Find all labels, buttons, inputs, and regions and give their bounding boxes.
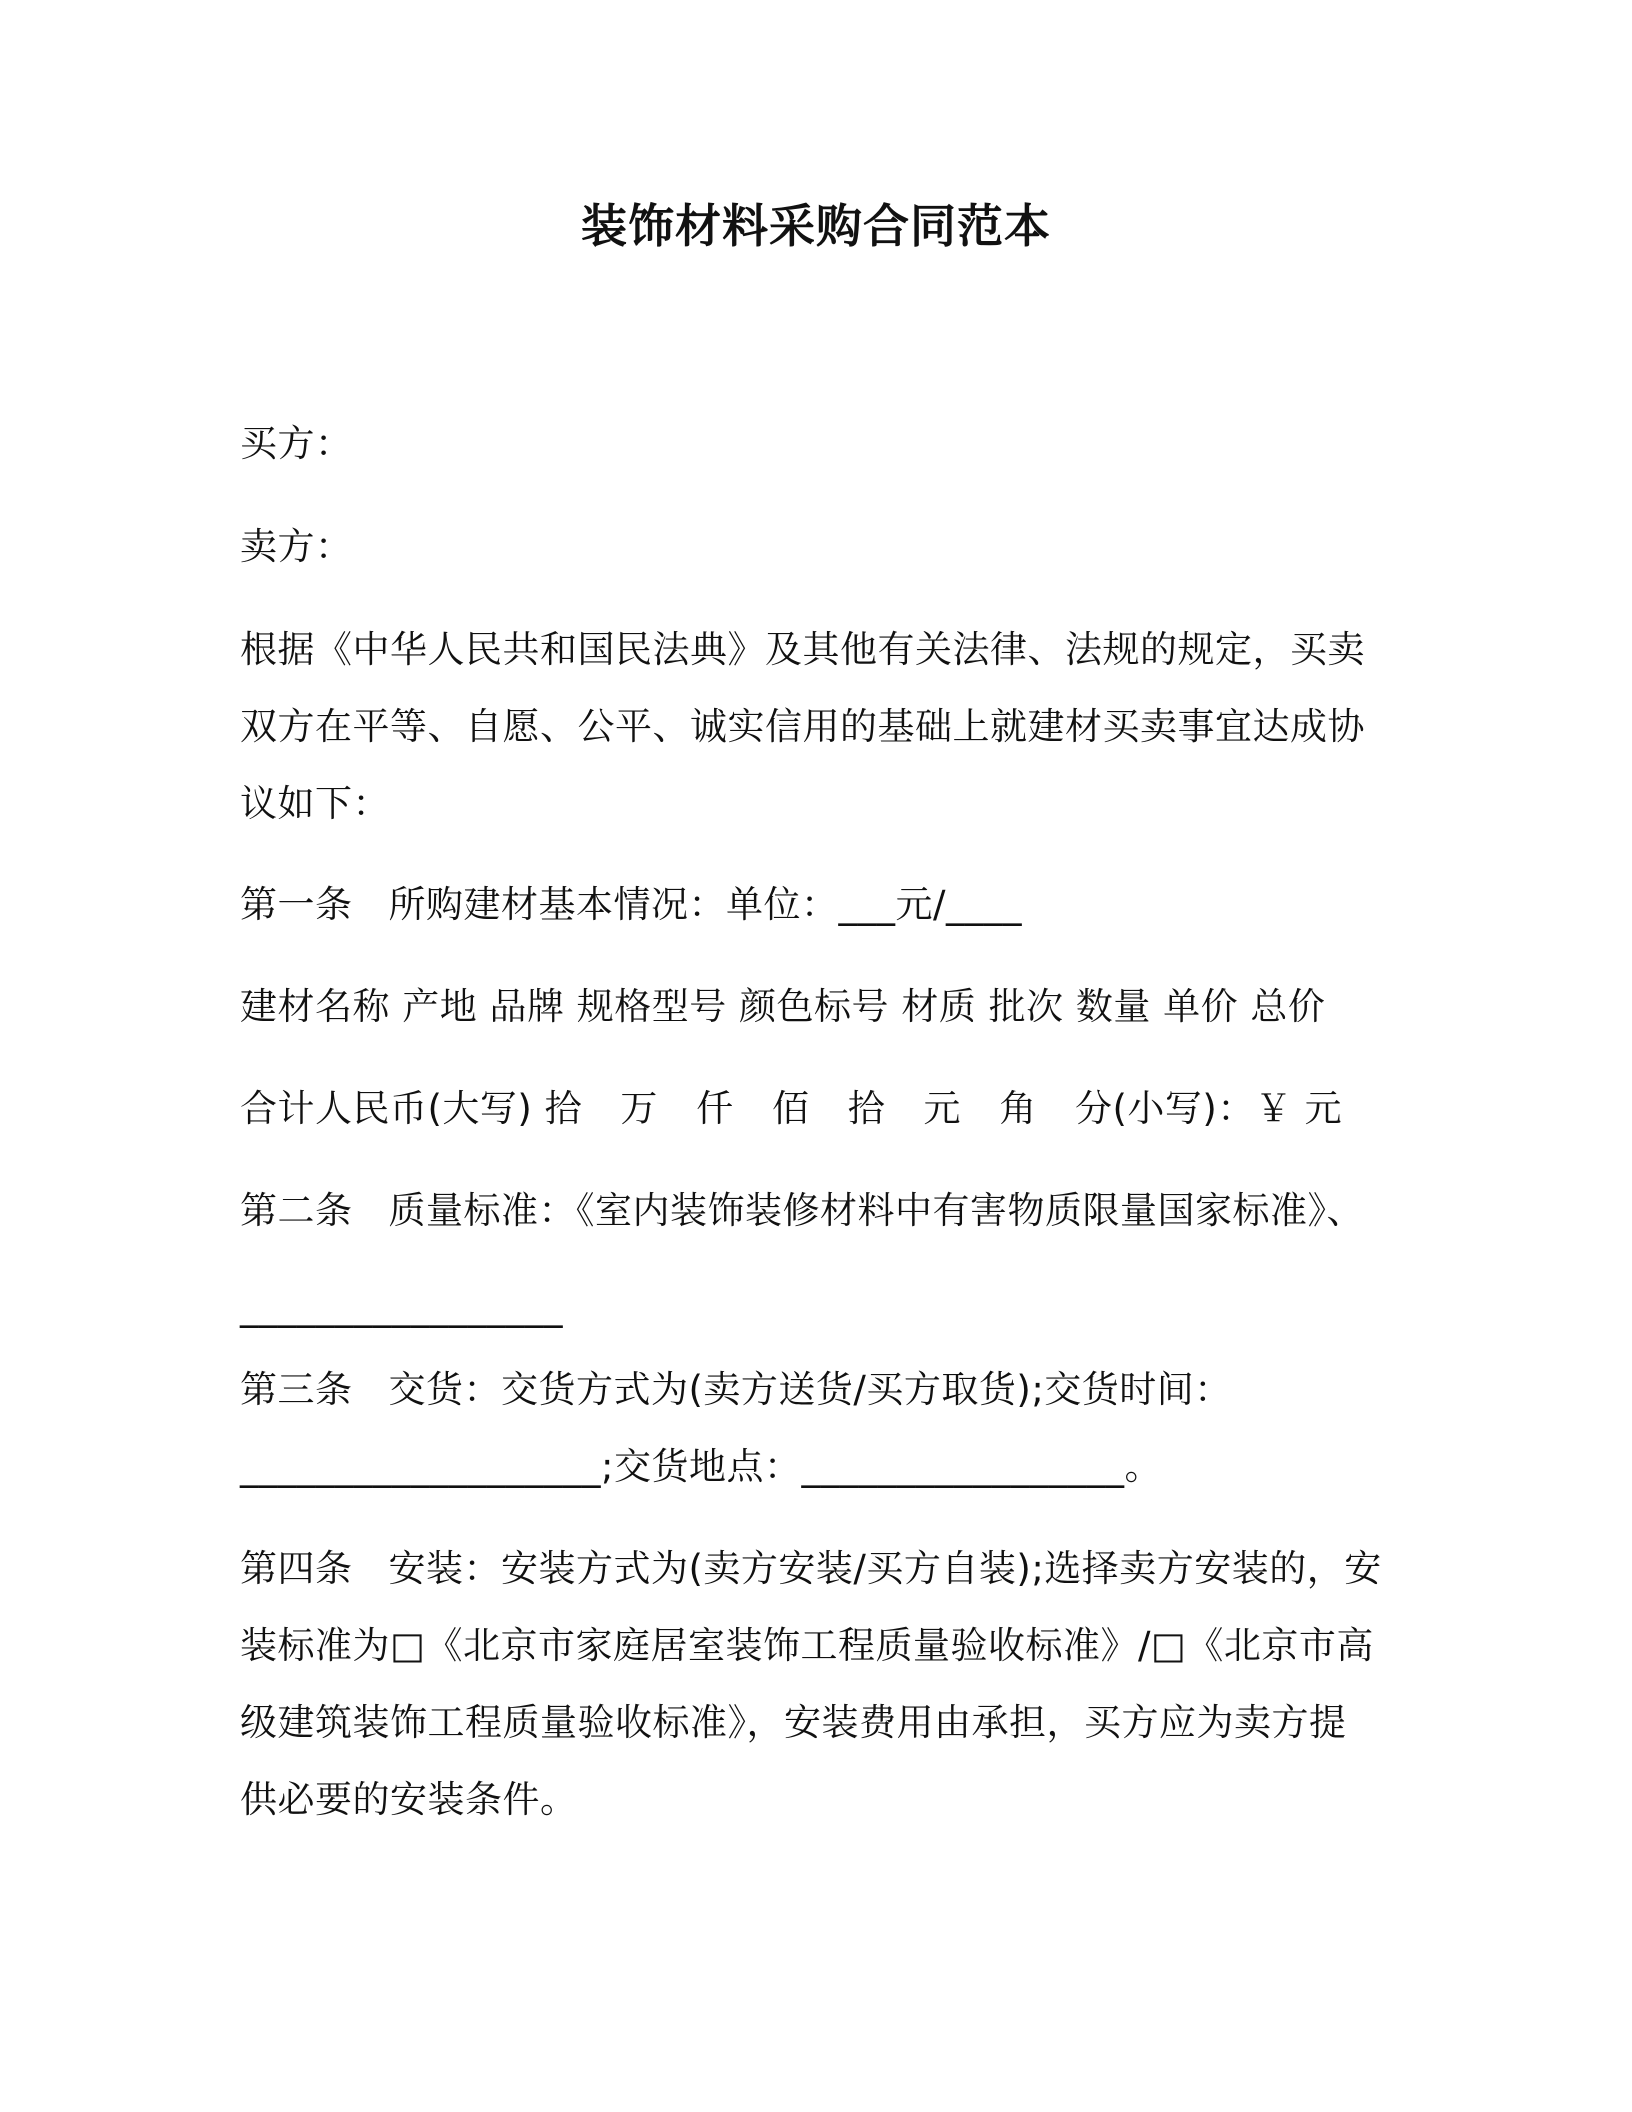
article-1-heading: 第一条 xyxy=(240,883,353,926)
article-3-heading: 第三条 xyxy=(240,1368,353,1411)
article-1-text: 所购建材基本情况：单位：___元/____ xyxy=(388,883,1022,926)
unit-wan: 万 xyxy=(620,1087,658,1130)
column-spec: 规格型号 xyxy=(576,985,727,1028)
intro-line-3: 议如下： xyxy=(240,782,390,825)
article-4-line-3: 级建筑装饰工程质量验收标准》，安装费用由承担，买方应为卖方提 xyxy=(240,1701,1347,1744)
intro-line-2: 双方在平等、自愿、公平、诚实信用的基础上就建材买卖事宜达成协 xyxy=(240,705,1365,748)
unit-yuan: 元 xyxy=(923,1087,961,1130)
total-prefix: 合计人民币(大写) xyxy=(240,1087,533,1130)
column-unit-price: 单价 xyxy=(1163,985,1239,1028)
buyer-label: 买方： xyxy=(240,422,353,465)
article-2 xyxy=(240,1187,1364,1235)
unit-shi-2: 拾 xyxy=(847,1087,886,1130)
unit-qian: 仟 xyxy=(696,1087,734,1130)
seller-label: 卖方： xyxy=(240,525,353,568)
material-columns xyxy=(240,983,1325,1031)
total-suffix: 分(小写)：￥ 元 xyxy=(1075,1087,1343,1130)
column-material: 材质 xyxy=(901,985,977,1028)
article-4-line-2: 装标准为□《北京市家庭居室装饰工程质量验收标准》/□《北京市高 xyxy=(240,1624,1374,1667)
column-color: 颜色标号 xyxy=(739,985,890,1028)
unit-jiao: 角 xyxy=(999,1087,1037,1130)
column-brand: 品牌 xyxy=(489,985,565,1028)
column-total: 总价 xyxy=(1250,985,1326,1028)
article-2-blank: _________________ xyxy=(240,1285,563,1328)
article-1 xyxy=(240,881,1022,929)
article-4 xyxy=(240,1545,1382,1593)
column-batch: 批次 xyxy=(988,985,1064,1028)
page-title: 装饰材料采购合同范本 xyxy=(581,199,1051,253)
article-2-text: 质量标准：《室内装饰装修材料中有害物质限量国家标准》、 xyxy=(388,1189,1364,1232)
total-line xyxy=(240,1085,1342,1133)
article-3 xyxy=(240,1366,1232,1414)
intro-line-1: 根据《中华人民共和国民法典》及其他有关法律、法规的规定，买卖 xyxy=(240,628,1365,671)
article-2-heading: 第二条 xyxy=(240,1189,353,1232)
article-4-heading: 第四条 xyxy=(240,1547,353,1590)
column-quantity: 数量 xyxy=(1075,985,1151,1028)
column-origin: 产地 xyxy=(402,985,478,1028)
article-4-line-4: 供必要的安装条件。 xyxy=(240,1778,578,1821)
unit-shi: 拾 xyxy=(544,1087,583,1130)
unit-bai: 佰 xyxy=(771,1087,810,1130)
article-3-text: 交货：交货方式为(卖方送货/买方取货);交货时间： xyxy=(388,1368,1232,1411)
article-3-line-2: ___________________;交货地点：_________________。 xyxy=(240,1445,1162,1488)
column-name: 建材名称 xyxy=(240,985,390,1028)
article-4-text: 安装：安装方式为(卖方安装/买方自装);选择卖方安装的，安 xyxy=(388,1547,1382,1590)
